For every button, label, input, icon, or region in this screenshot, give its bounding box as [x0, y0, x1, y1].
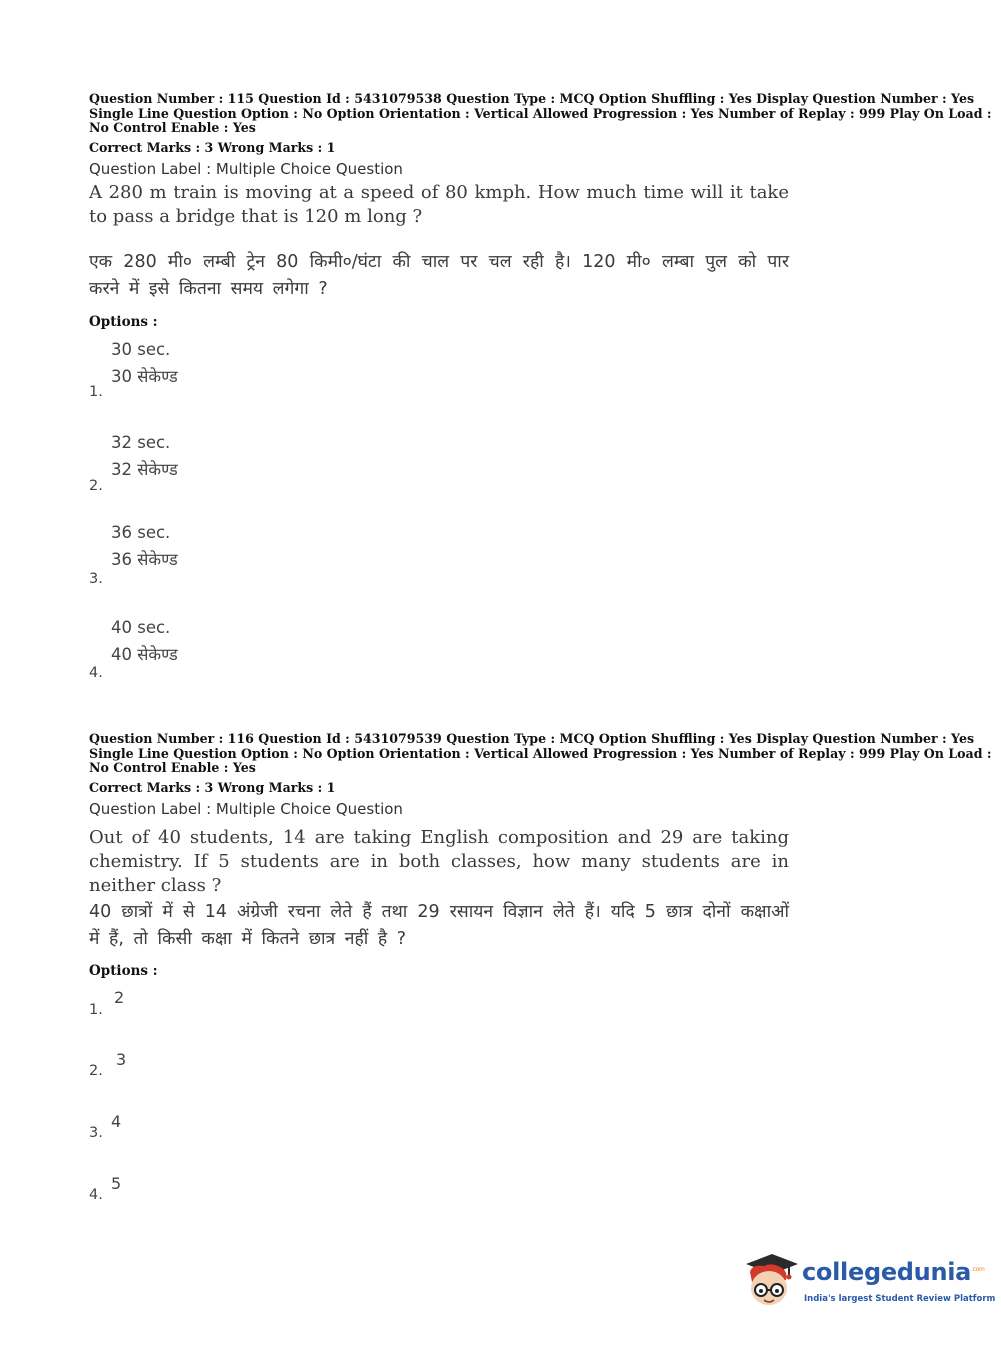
option-3-value[interactable]: 4: [111, 1112, 122, 1131]
option-1-number: 1.: [89, 1002, 103, 1018]
option-1-hi: 30 सेकेण्ड: [111, 367, 178, 386]
option-4-number: 4.: [89, 665, 103, 681]
option-2-number: 2.: [89, 478, 103, 494]
option-3-en: 36 sec.: [111, 523, 171, 542]
option-4[interactable]: [111, 614, 178, 668]
option-2-number: 2.: [89, 1063, 103, 1079]
option-3-number: 3.: [89, 1125, 103, 1141]
meta-line: Question Number : 115 Question Id : 5431079538 Question Type : MCQ Option Shuffling : Yes Display Question Number : Yes: [89, 91, 975, 106]
logo-tagline: India's largest Student Review Platform: [804, 1294, 996, 1304]
question-115-meta: [89, 91, 992, 136]
option-2-value[interactable]: 3: [116, 1050, 127, 1069]
question-115-text-hi: एक 280 मी० लम्बी ट्रेन 80 किमी०/घंटा की चाल पर चल रही है। 120 मी० लम्बा पुल को पार करने में इसे कितना समय लगेगा ?: [89, 252, 789, 299]
option-4-en: 40 sec.: [111, 618, 171, 637]
student-mascot-icon: [742, 1250, 800, 1312]
option-2-en: 32 sec.: [111, 433, 171, 452]
meta-line: No Control Enable : Yes: [89, 120, 256, 136]
option-3[interactable]: [111, 519, 178, 573]
question-115-label: Question Label : Multiple Choice Question: [89, 160, 403, 178]
question-116-marks: Correct Marks : 3 Wrong Marks : 1: [89, 780, 336, 795]
option-3-number: 3.: [89, 571, 103, 587]
option-4-value[interactable]: 5: [111, 1174, 122, 1193]
question-116-label: Question Label : Multiple Choice Question: [89, 800, 403, 818]
question-115-options-heading: Options :: [89, 314, 158, 330]
option-1-number: 1.: [89, 384, 103, 400]
option-3-hi: 36 सेकेण्ड: [111, 550, 178, 569]
option-2[interactable]: [111, 429, 178, 483]
logo-name: collegedunia: [802, 1258, 972, 1286]
option-1[interactable]: [111, 336, 178, 390]
option-4-number: 4.: [89, 1187, 103, 1203]
collegedunia-logo[interactable]: [742, 1250, 996, 1312]
question-116-text-hi: 40 छात्रों में से 14 अंग्रेजी रचना लेते हैं तथा 29 रसायन विज्ञान लेते हैं। यदि 5 छात्र दोनों कक्षाओं में हैं, तो किसी कक्षा में कितने छात्र नहीं है ?: [89, 902, 789, 949]
meta-line: Question Number : 116 Question Id : 5431079539 Question Type : MCQ Option Shuffling : Yes Display Question Number : Yes: [89, 731, 975, 746]
logo-suffix: .com: [971, 1266, 985, 1273]
option-2-hi: 32 सेकेण्ड: [111, 460, 178, 479]
question-115-text-en: A 280 m train is moving at a speed of 80 kmph. How much time will it take to pass a bridge that is 120 m long ?: [89, 182, 789, 227]
meta-line: No Control Enable : Yes: [89, 760, 256, 776]
option-1-en: 30 sec.: [111, 340, 171, 359]
meta-line: Single Line Question Option : No Option Orientation : Vertical Allowed Progression : Yes Number of Replay : 999 Play On Load :: [89, 745, 992, 761]
question-116-text-en: Out of 40 students, 14 are taking English composition and 29 are taking chemistry. If 5 students are in both classes, how many students are in neither class ?: [89, 827, 789, 896]
question-116-options-heading: Options :: [89, 963, 158, 979]
question-115-marks: Correct Marks : 3 Wrong Marks : 1: [89, 140, 336, 155]
option-4-hi: 40 सेकेण्ड: [111, 645, 178, 664]
option-1-value[interactable]: 2: [114, 988, 125, 1007]
meta-line: Single Line Question Option : No Option Orientation : Vertical Allowed Progression : Yes Number of Replay : 999 Play On Load :: [89, 105, 992, 121]
question-116-meta: [89, 731, 992, 776]
logo-wordmark: [802, 1258, 985, 1286]
